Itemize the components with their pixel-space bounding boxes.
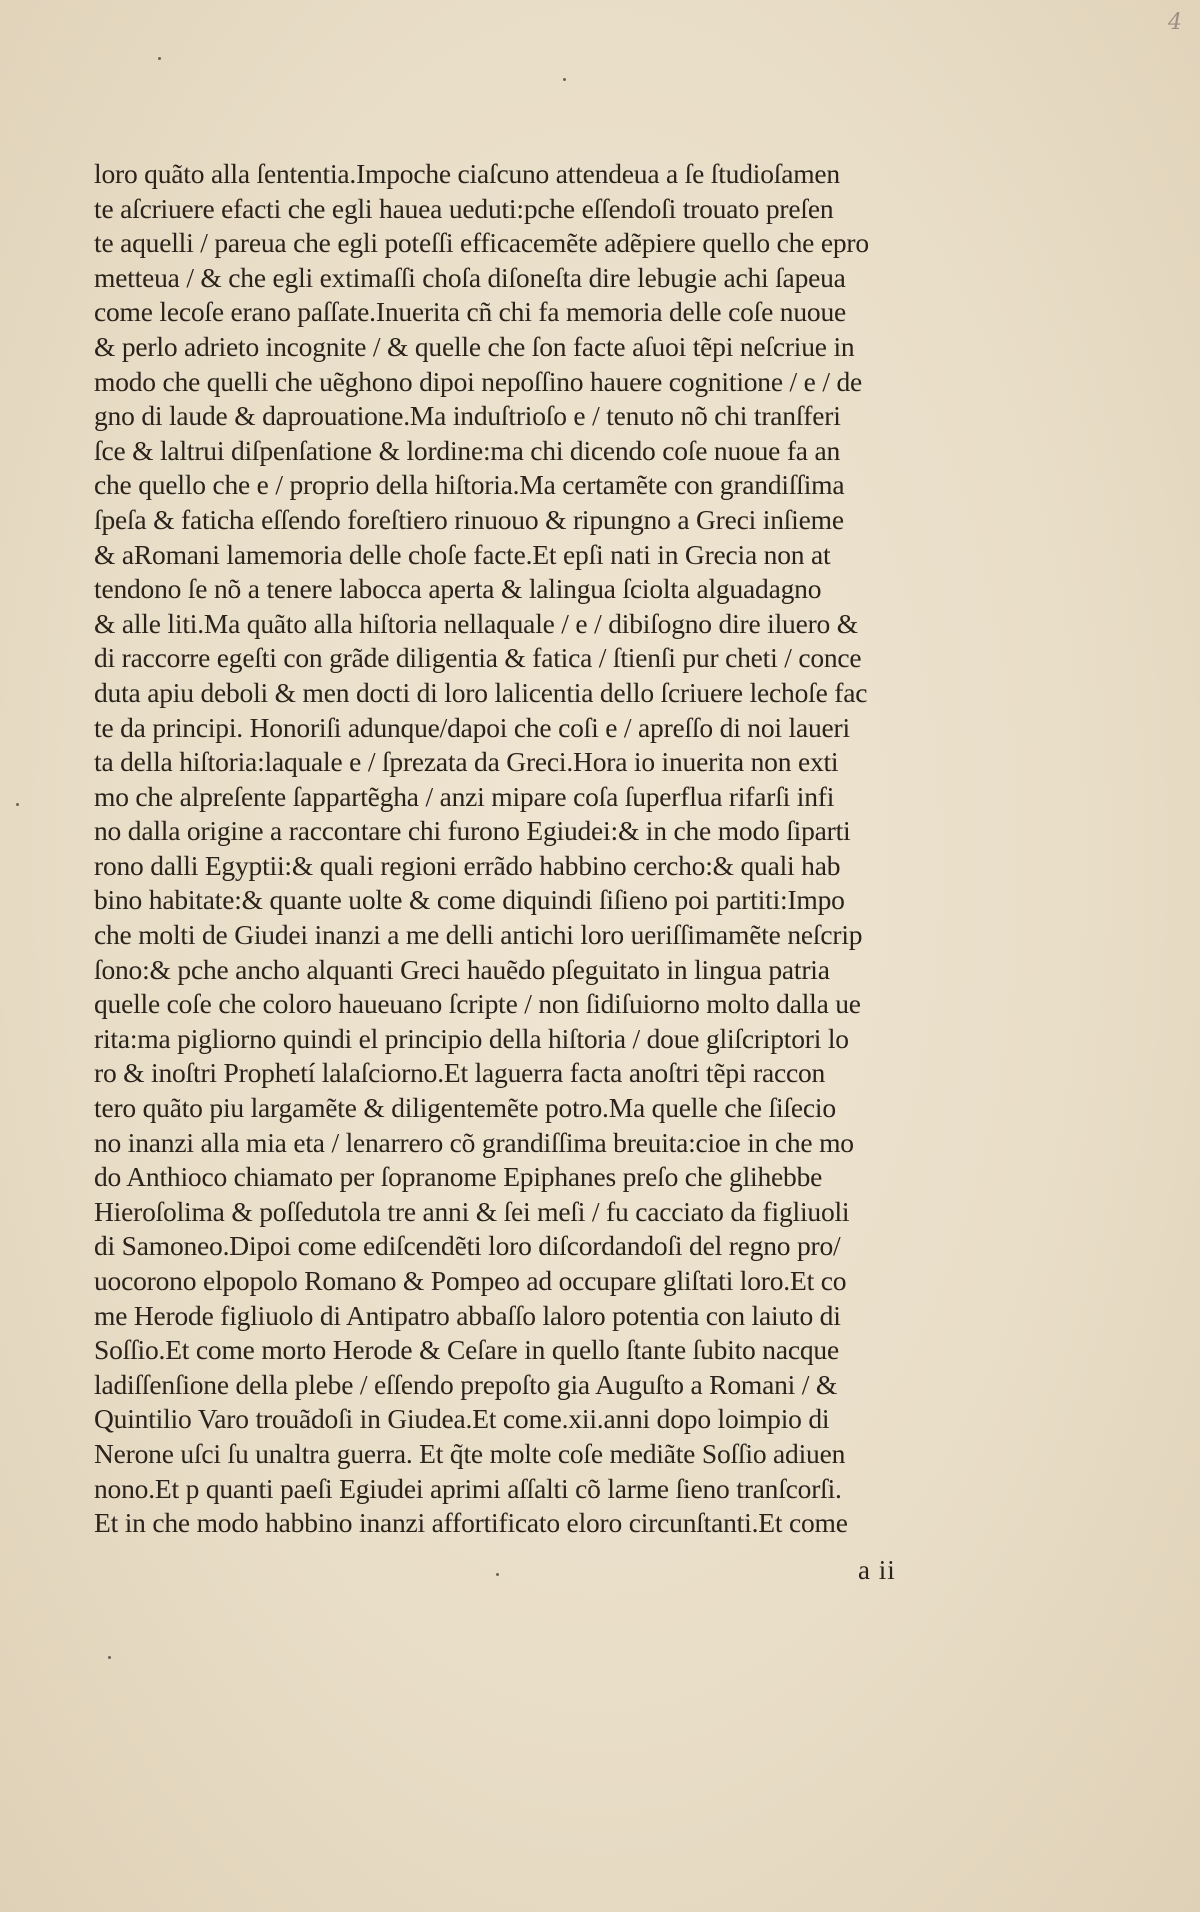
text-line: uocorono elpopolo Romano & Pompeo ad occupare gliſtati loro.Et co xyxy=(94,1265,847,1296)
text-line: ro & inoſtri Prophetí lalaſciorno.Et laguerra facta anoſtri tẽpi raccon xyxy=(94,1057,826,1089)
text-line: ſono:& pche ancho alquanti Greci hauẽdo pſeguitato in lingua patria xyxy=(94,953,830,985)
text-line: te aquelli / pareua che egli poteſſi efficacemẽte adẽpiere quello che epro xyxy=(94,227,869,259)
text-line: modo che quelli che uẽghono dipoi nepoſſino hauere cognitione / e / de xyxy=(94,365,863,397)
signature-mark: a ii xyxy=(858,1555,896,1585)
folio-number: 4 xyxy=(1168,10,1182,35)
text-line: te aſcriuere efacti che egli hauea ueduti:pche eſſendoſi trouato preſen xyxy=(94,192,834,224)
text-line: ta della hiſtoria:laquale e / ſprezata da Greci.Hora io inuerita non exti xyxy=(94,746,839,778)
text-line: ſce & laltrui diſpenſatione & lordine:ma chi dicendo coſe nuoue fa an xyxy=(94,434,841,466)
text-line: quelle coſe che coloro haueuano ſcripte / non ſidiſuiorno molto dalla ue xyxy=(94,988,861,1020)
text-line: no inanzi alla mia eta / lenarrero cõ grandiſſima breuita:cioe in che mo xyxy=(94,1126,854,1158)
text-line: metteua / & che egli extimaſſi choſa diſoneſta dire lebugie achi ſapeua xyxy=(94,261,846,293)
text-line: Et in che modo habbino inanzi affortificato eloro circunſtanti.Et come xyxy=(94,1507,848,1539)
text-line: ſpeſa & faticha eſſendo foreſtiero rinuouo & ripungno a Greci inſieme xyxy=(94,503,844,535)
body-text xyxy=(94,157,946,1541)
text-line: rono dalli Egyptii:& quali regioni errãdo habbino cercho:& quali hab xyxy=(94,849,841,881)
ink-speck xyxy=(563,78,566,81)
text-line: nono.Et p quanti paeſi Egiudei aprimi aſſalti cõ larme ſieno tranſcorſi. xyxy=(94,1472,842,1504)
text-line: do Anthioco chiamato per ſopranome Epiphanes preſo che glihebbe xyxy=(94,1161,823,1193)
ink-speck xyxy=(158,57,161,60)
text-line: che molti de Giudei inanzi a me delli antichi loro ueriſſimamẽte neſcrip xyxy=(94,919,863,951)
text-line: Soſſio.Et come morto Herode & Ceſare in quello ſtante ſubito nacque xyxy=(94,1334,839,1366)
text-line: mo che alpreſente ſappartẽgha / anzi mipare coſa ſuperflua rifarſi infi xyxy=(94,780,835,812)
text-line: rita:ma pigliorno quindi el principio della hiſtoria / doue gliſcriptori lo xyxy=(94,1022,849,1054)
text-line: me Herode figliuolo di Antipatro abbaſſo laloro potentia con laiuto di xyxy=(94,1299,841,1331)
text-line: no dalla origine a raccontare chi furono Egiudei:& in che modo ſiparti xyxy=(94,815,851,847)
text-line: che quello che e / proprio della hiſtoria.Ma certamẽte con grandiſſima xyxy=(94,469,845,501)
text-line: & perlo adrieto incognite / & quelle che ſon facte aſuoi tẽpi neſcriue in xyxy=(94,330,855,362)
text-line: te da principi. Honoriſi adunque/dapoi che coſi e / apreſſo di noi laueri xyxy=(94,711,850,743)
ink-speck xyxy=(108,1656,111,1659)
text-line: tero quãto piu largamẽte & diligentemẽte potro.Ma quelle che ſiſecio xyxy=(94,1092,836,1124)
text-line: ladiſſenſione della plebe / eſſendo prepoſto gia Auguſto a Romani / & xyxy=(94,1368,838,1400)
text-line: gno di laude & daprouatione.Ma induſtrioſo e / tenuto nõ chi tranſferi xyxy=(94,400,841,432)
text-line: Quintilio Varo trouãdoſi in Giudea.Et come.xii.anni dopo loimpio di xyxy=(94,1403,830,1435)
text-line: Nerone uſci ſu unaltra guerra. Et q̃te molte coſe mediãte Soſſio adiuen xyxy=(94,1437,846,1469)
ink-speck xyxy=(496,1573,499,1576)
text-line: di raccorre egeſti con grãde diligentia & fatica / ſtienſi pur cheti / conce xyxy=(94,642,862,674)
text-line: duta apiu deboli & men docti di loro lalicentia dello ſcriuere lechoſe fac xyxy=(94,676,868,708)
text-line: di Samoneo.Dipoi come ediſcendẽti loro diſcordandoſi del regno pro/ xyxy=(94,1230,841,1262)
text-line: tendono ſe nõ a tenere labocca aperta & lalingua ſciolta alguadagno xyxy=(94,573,822,605)
text-line: & aRomani lamemoria delle choſe facte.Et epſi nati in Grecia non at xyxy=(94,538,831,570)
text-line: bino habitate:& quante uolte & come diquindi ſiſieno poi partiti:Impo xyxy=(94,884,845,916)
text-line: Hieroſolima & poſſedutola tre anni & ſei meſi / fu cacciato da figliuoli xyxy=(94,1195,850,1227)
text-line: loro quãto alla ſententia.Impoche ciaſcuno attendeua a ſe ſtudioſamen xyxy=(94,158,840,189)
text-line: come lecoſe erano paſſate.Inuerita cñ chi fa memoria delle coſe nuoue xyxy=(94,296,846,328)
ink-speck xyxy=(16,803,19,806)
text-line: & alle liti.Ma quãto alla hiſtoria nellaquale / e / dibiſogno dire iluero & xyxy=(94,607,858,639)
